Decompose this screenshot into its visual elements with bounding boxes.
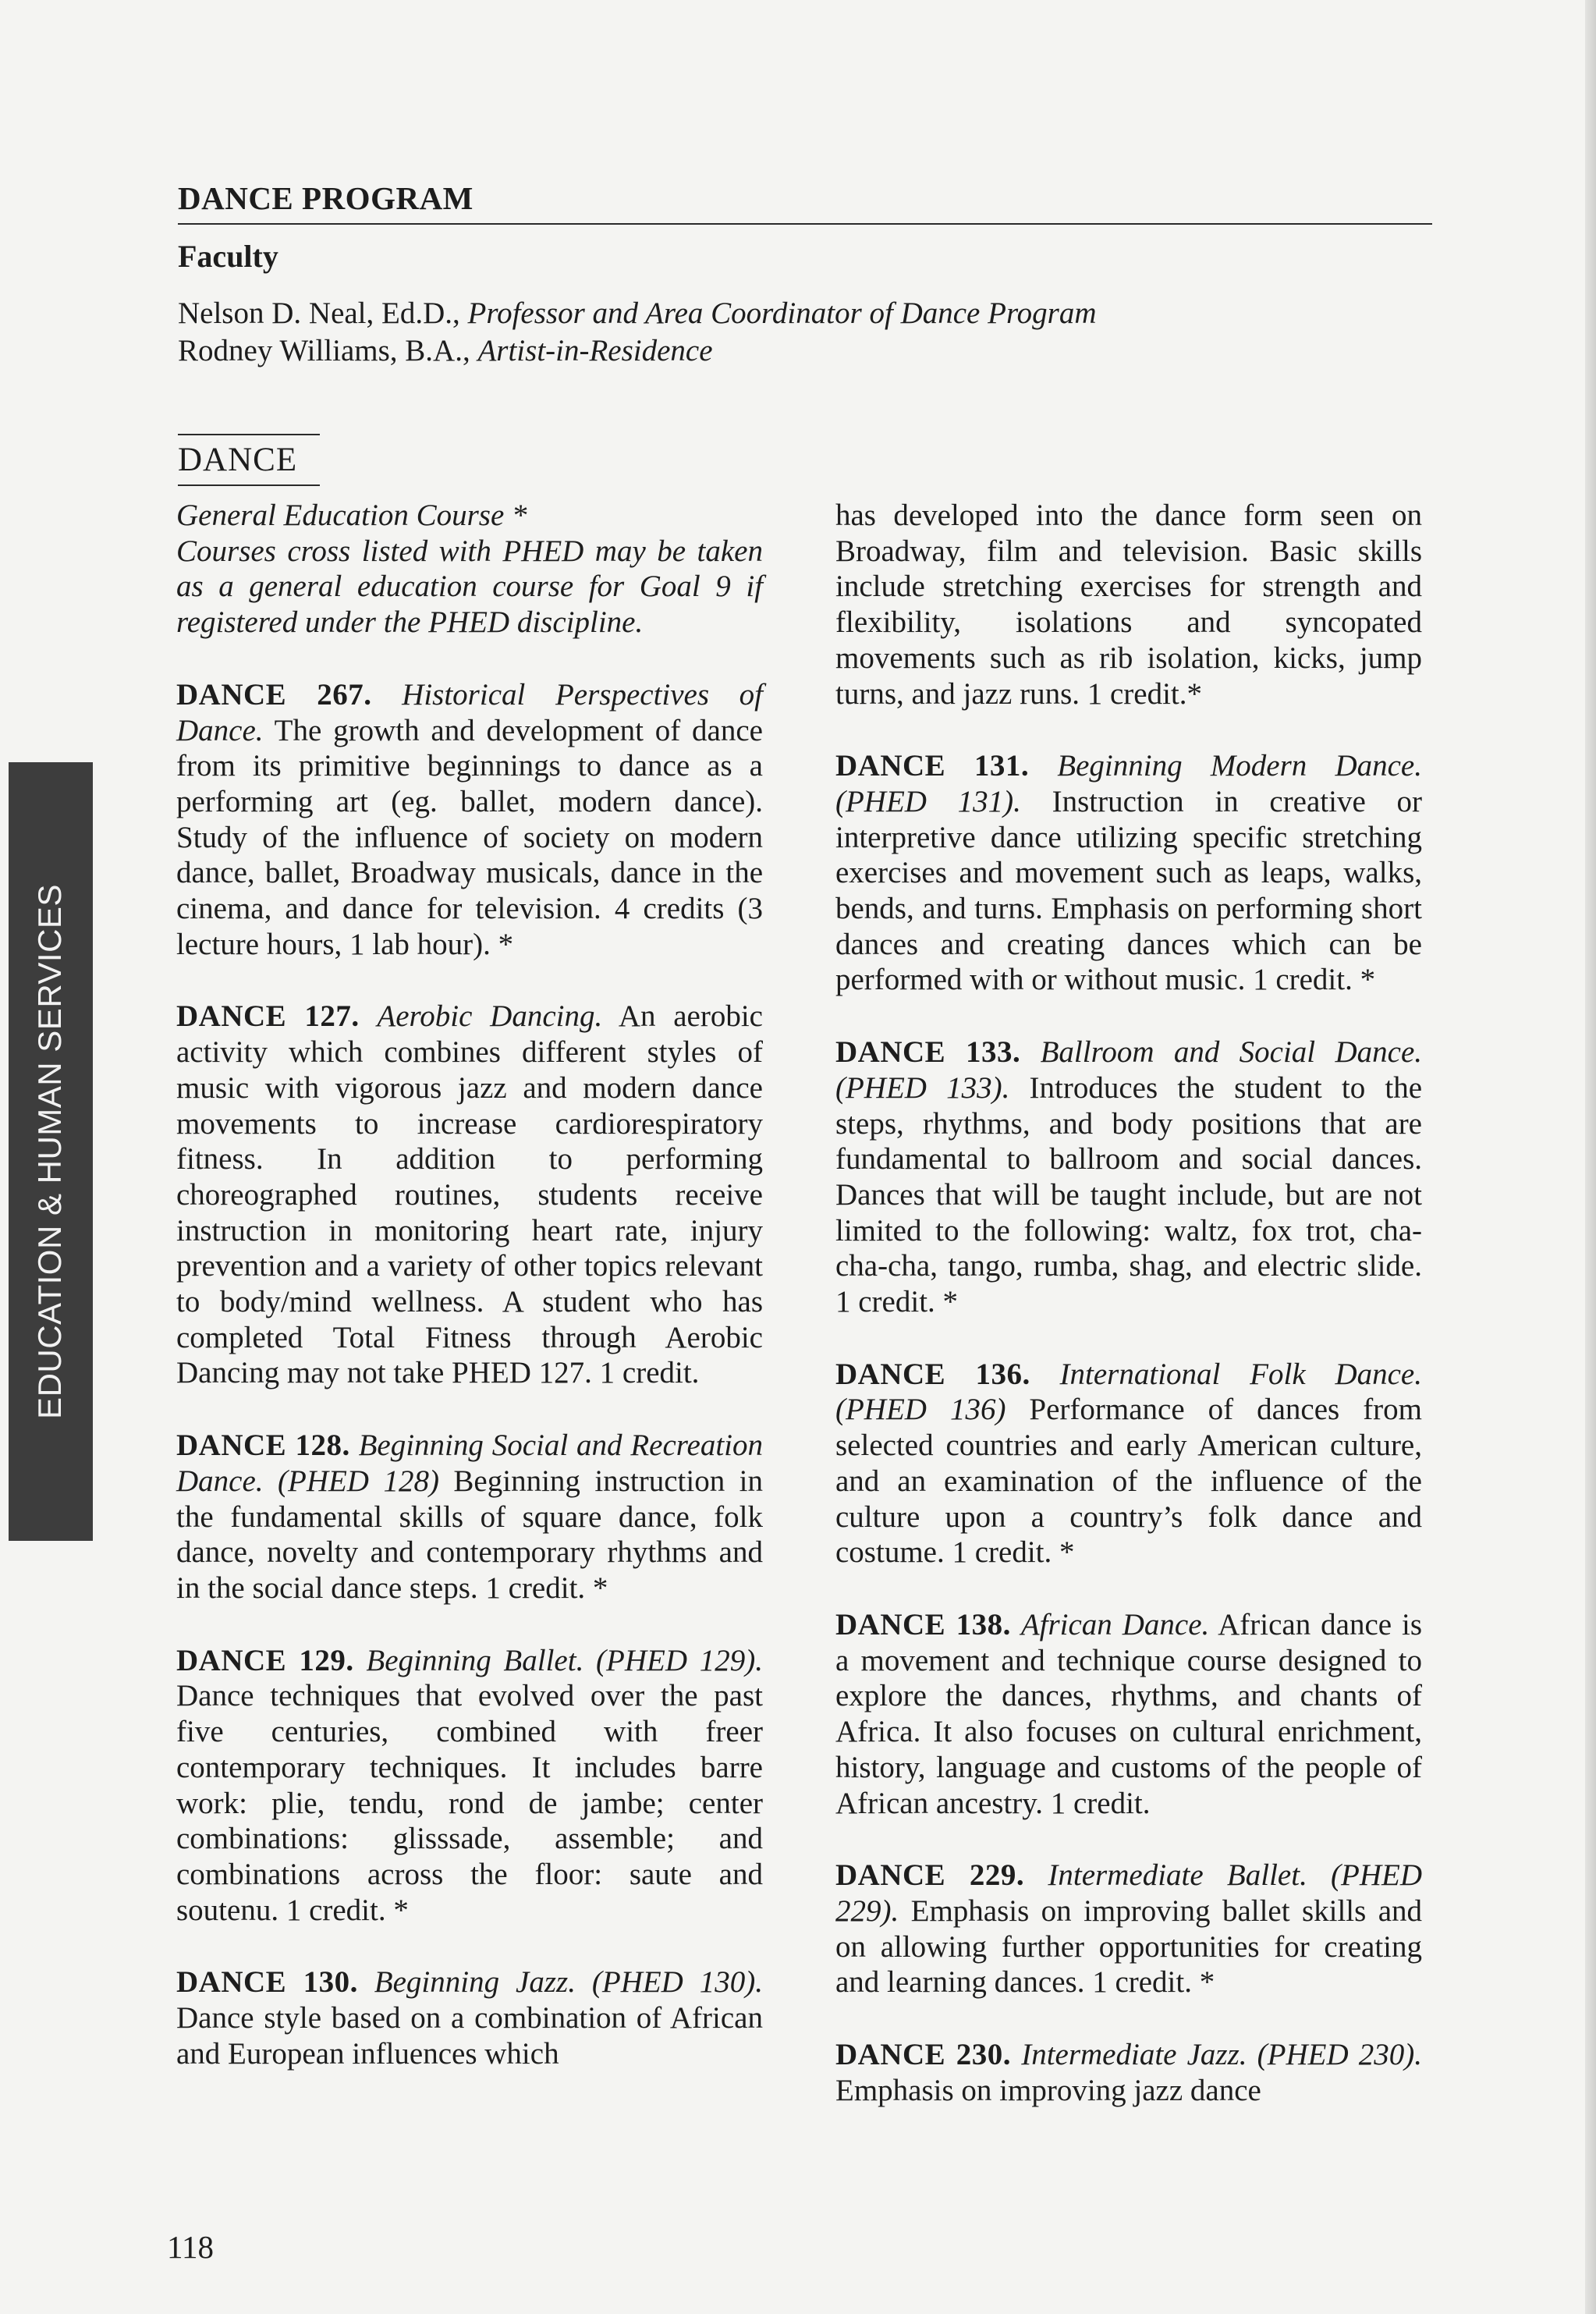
section-title: DANCE bbox=[178, 442, 298, 478]
course-title: Beginning Ballet. (PHED 129). bbox=[366, 1643, 763, 1677]
faculty-role: Artist-in-Residence bbox=[477, 334, 713, 367]
course-entry bbox=[176, 999, 763, 1391]
course-title: Beginning Modern Dance. (PHED 131). bbox=[835, 749, 1422, 818]
course-description: Instruction in creative or interpretive dance utilizing specific stretching exercises and movement such as leaps, walks, bends, and turns. Emphasis on performing short dances and creating dances which can be performed with or without music. 1 credit. * bbox=[835, 784, 1422, 997]
course-description: Emphasis on improving jazz dance bbox=[835, 2073, 1261, 2107]
course-code: DANCE 128. bbox=[176, 1429, 350, 1463]
gen-ed-note: General Education Course * Courses cross listed with PHED may be taken as a general education course for Goal 9 if registered under the PHED discipline. bbox=[176, 499, 763, 640]
heading-rule bbox=[178, 223, 1432, 225]
faculty-role: Professor and Area Coordinator of Dance Program bbox=[467, 296, 1097, 330]
course-description: Performance of dances from selected countries and early American culture, and an examination of the influence of the culture upon a country’s folk dance and costume. 1 credit. * bbox=[835, 1393, 1422, 1570]
course-entry bbox=[176, 1643, 763, 1929]
course-entry bbox=[835, 1607, 1422, 1821]
section-title-top-rule bbox=[178, 434, 320, 435]
course-title: International Folk Dance. (PHED 136) bbox=[835, 1357, 1422, 1427]
course-code: DANCE 127. bbox=[176, 999, 360, 1034]
course-description: An aerobic activity which combines different styles of music with vigorous jazz and modern dance movements to increase cardiorespiratory fitness. In addition to performing choreographed routines, students receive instruction in monitoring heart rate, injury prevention and a variety of other topics relevant to body/mind wellness. A student who has completed Total Fitness through Aerobic Dancing may not take PHED 127. 1 credit. bbox=[176, 999, 763, 1390]
course-code: DANCE 267. bbox=[176, 677, 372, 712]
course-title: Beginning Social and Recreation Dance. (PHED 128) bbox=[176, 1429, 763, 1498]
course-entry bbox=[176, 1964, 763, 2071]
course-code: DANCE 133. bbox=[835, 1035, 1021, 1070]
page-number: 118 bbox=[167, 2229, 214, 2265]
course-code: DANCE 136. bbox=[835, 1357, 1030, 1391]
course-continuation: has developed into the dance form seen on Broadway, film and television. Basic skills include stretching exercises for strength and flexibility, isolations and syncopated movements such as rib isolation, kicks, jump turns, and jazz runs. 1 credit.* bbox=[835, 499, 1422, 711]
course-code: DANCE 229. bbox=[835, 1858, 1025, 1893]
course-code: DANCE 230. bbox=[835, 2038, 1012, 2072]
right-column bbox=[835, 498, 1422, 2145]
faculty-name: Nelson D. Neal, Ed.D., bbox=[178, 296, 468, 330]
section-title-bottom-rule bbox=[178, 484, 320, 486]
course-entry bbox=[835, 1858, 1422, 2000]
course-entry bbox=[835, 1035, 1422, 1320]
course-code: DANCE 130. bbox=[176, 1965, 358, 2000]
course-code: DANCE 138. bbox=[835, 1607, 1011, 1641]
course-description: Dance techniques that evolved over the past five centuries, combined with freer contemporary techniques. It includes barre work: plie, tendu, rond de jambe; center combinations: glisssade, assemble; and combinations across the floor: saute and soutenu. 1 credit. * bbox=[176, 1679, 763, 1927]
faculty-name: Rodney Williams, B.A., bbox=[178, 334, 478, 367]
program-heading: DANCE PROGRAM bbox=[178, 180, 473, 216]
course-title: Intermediate Jazz. (PHED 230). bbox=[1021, 2038, 1422, 2072]
course-entry bbox=[835, 1357, 1422, 1570]
sidebar-label: EDUCATION & HUMAN SERVICES bbox=[31, 884, 68, 1419]
course-entry bbox=[835, 748, 1422, 998]
faculty-label: Faculty bbox=[178, 239, 278, 274]
course-code: DANCE 131. bbox=[835, 749, 1030, 783]
faculty-member bbox=[178, 296, 1097, 331]
course-description: Dance style based on a combination of African and European influences which bbox=[176, 2001, 763, 2071]
faculty-member bbox=[178, 333, 713, 368]
course-entry bbox=[176, 677, 763, 963]
course-title: Ballroom and Social Dance. (PHED 133). bbox=[835, 1035, 1423, 1105]
page-edge-shadow bbox=[1585, 0, 1596, 2314]
course-description: Emphasis on improving ballet skills and on allowing further opportunities for creating and learning dances. 1 credit. * bbox=[835, 1893, 1423, 2000]
course-title: Historical Perspectives of Dance. bbox=[176, 677, 763, 747]
course-title: African Dance. bbox=[1020, 1607, 1210, 1641]
course-description: African dance is a movement and technique course designed to explore the dances, rhythms, and chants of Africa. It also focuses on cultural enrichment, history, language and customs of the people of African ancestry. 1 credit. bbox=[835, 1607, 1423, 1820]
course-entry bbox=[176, 1428, 763, 1606]
course-description: The growth and development of dance from its primitive beginnings to dance as a performing art (eg. ballet, modern dance). Study of the influence of society on modern dance, ballet, Broadway musicals, dance in the cinema, and dance for television. 4 credits (3 lecture hours, 1 lab hour). * bbox=[176, 713, 763, 961]
course-title: Intermediate Ballet. (PHED 229). bbox=[835, 1858, 1423, 1928]
course-description: Introduces the student to the steps, rhythms, and body positions that are fundamental to ballroom and social dances. Dances that will be taught include, but are not limited to the following: waltz, fox trot, cha-cha-cha, tango, rumba, shag, and electric slide. 1 credit. * bbox=[835, 1070, 1423, 1319]
left-column bbox=[176, 498, 763, 2108]
course-entry bbox=[835, 2037, 1422, 2108]
course-title: Beginning Jazz. (PHED 130). bbox=[374, 1965, 764, 2000]
course-code: DANCE 129. bbox=[176, 1643, 354, 1677]
course-description: Beginning instruction in the fundamental skills of square dance, folk dance, novelty and contemporary rhythms and in the social dance steps. 1 credit. * bbox=[176, 1464, 764, 1605]
course-title: Aerobic Dancing. bbox=[377, 999, 603, 1034]
